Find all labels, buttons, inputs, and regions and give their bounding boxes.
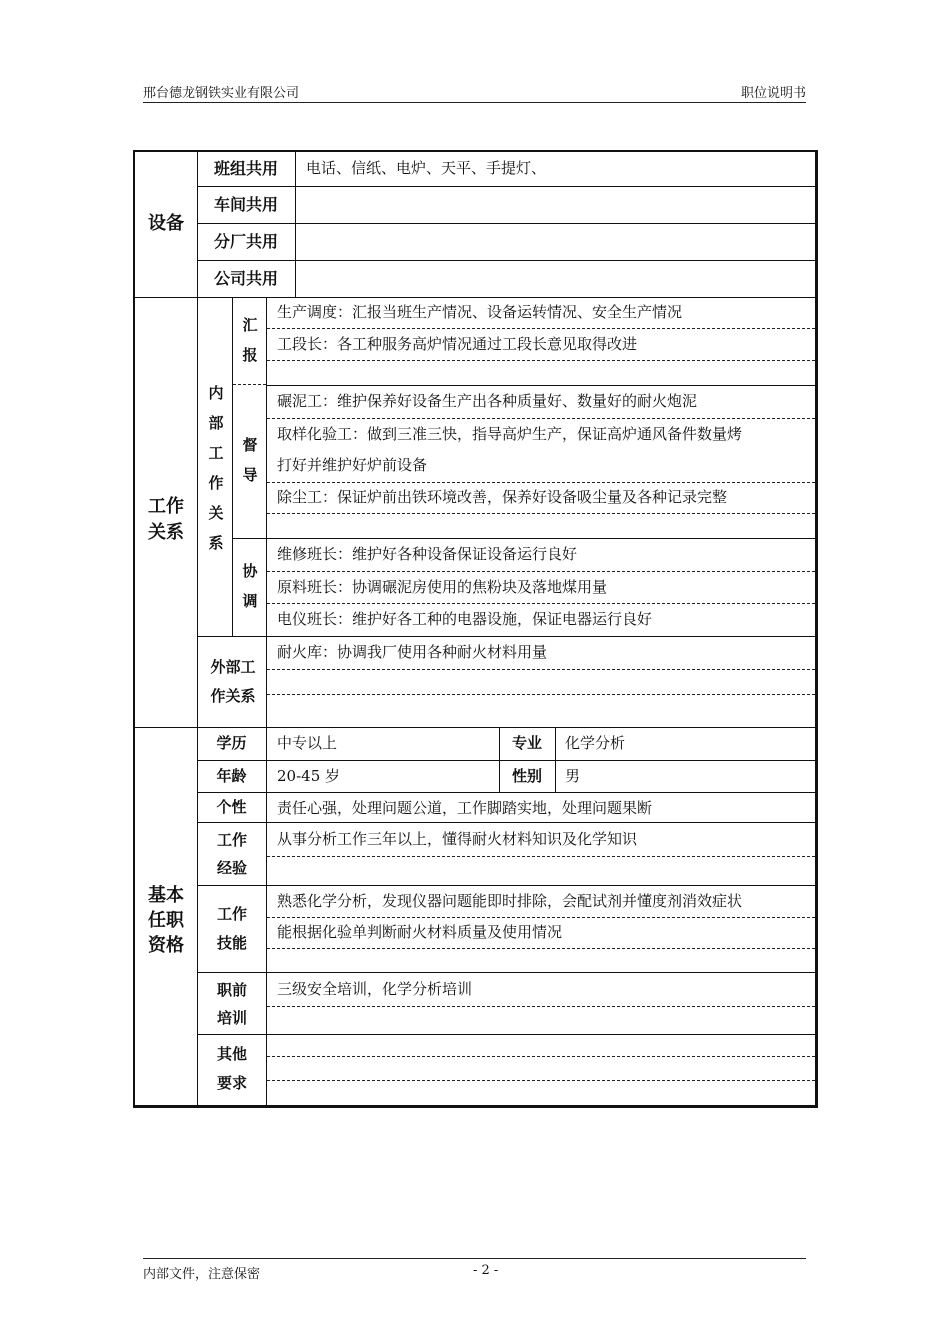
supervise-item: 碾泥工：维护保养好设备生产出各种质量好、数量好的耐火炮泥	[277, 392, 698, 410]
relations-section-title: 工作关系	[148, 496, 184, 543]
document-type: 职位说明书	[740, 86, 806, 101]
external-relations-label: 外部工作关系	[210, 658, 256, 705]
supervise-item: 打好并维护好炉前设备	[277, 456, 428, 474]
other-requirements-label: 其他要求	[216, 1045, 247, 1092]
equipment-value-team: 电话、信纸、电炉、天平、手提灯、	[306, 159, 547, 177]
report-label: 汇报	[242, 316, 258, 364]
age-value: 20-45 岁	[277, 767, 341, 785]
coordinate-item: 电仪班长：维护好各工种的电器设施，保证电器运行良好	[277, 610, 653, 628]
skills-label: 工作技能	[216, 905, 247, 952]
equipment-section-title: 设备	[148, 212, 184, 234]
supervise-item: 取样化验工：做到三准三快，指导高炉生产，保证高炉通风备件数量烤	[277, 425, 743, 443]
training-value: 三级安全培训，化学分析培训	[277, 980, 473, 998]
experience-value: 从事分析工作三年以上，懂得耐火材料知识及化学知识	[277, 830, 638, 848]
gender-value: 男	[565, 767, 581, 785]
confidential-note: 内部文件，注意保密	[143, 1267, 261, 1282]
supervise-item: 除尘工：保证炉前出铁环境改善，保养好设备吸尘量及各种记录完整	[277, 488, 728, 506]
company-name: 邢台德龙钢铁实业有限公司	[143, 86, 300, 101]
report-item: 生产调度：汇报当班生产情况、设备运转情况、安全生产情况	[277, 303, 683, 321]
page-header	[143, 82, 806, 103]
age-label: 年龄	[216, 766, 247, 785]
coordinate-item: 原料班长：协调碾泥房使用的焦粉块及落地煤用量	[277, 578, 608, 596]
internal-relations-label: 内部工作关系	[208, 383, 224, 552]
equipment-label-team: 班组共用	[213, 158, 278, 178]
equipment-label-branch: 分厂共用	[213, 231, 278, 251]
education-label: 学历	[216, 734, 247, 753]
equipment-label-workshop: 车间共用	[213, 194, 278, 214]
coordinate-label: 协调	[242, 562, 258, 610]
external-item: 耐火库：协调我厂使用各种耐火材料用量	[277, 643, 548, 661]
page-number: - 2 -	[473, 1263, 499, 1278]
skills-item: 能根据化验单判断耐火材料质量及使用情况	[277, 923, 563, 941]
equipment-label-company: 公司共用	[213, 268, 278, 288]
skills-item: 熟悉化学分析，发现仪器问题能即时排除，会配试剂并懂度剂消效症状	[277, 892, 743, 910]
qualifications-section-title: 基本任职资格	[148, 884, 184, 956]
major-value: 化学分析	[565, 734, 626, 752]
gender-label: 性别	[511, 766, 542, 785]
personality-label: 个性	[216, 797, 247, 816]
training-label: 职前培训	[216, 981, 247, 1027]
page-footer	[143, 1258, 806, 1281]
experience-label: 工作经验	[216, 831, 247, 877]
report-item: 工段长：各工种服务高炉情况通过工段长意见取得改进	[277, 335, 638, 353]
personality-value: 责任心强，处理问题公道，工作脚踏实地，处理问题果断	[277, 799, 653, 817]
major-label: 专业	[511, 734, 542, 753]
education-value: 中专以上	[277, 734, 338, 752]
supervise-label: 督导	[242, 436, 258, 484]
coordinate-item: 维修班长：维护好各种设备保证设备运行良好	[277, 545, 578, 563]
